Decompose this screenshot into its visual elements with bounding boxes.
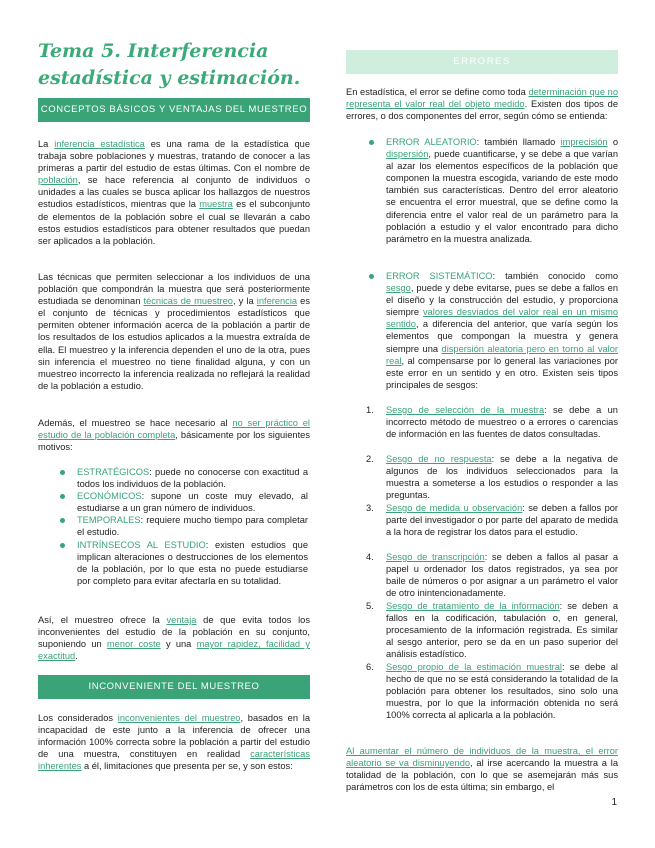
bias-key[interactable]: Sesgo de selección de la muestra (386, 405, 545, 415)
link-inferencia-2[interactable]: inferencia (256, 296, 298, 307)
text: Además, el muestreo se hace necesario al (38, 418, 233, 428)
bias-number: 4. (366, 552, 374, 562)
link-muestra[interactable]: muestra (199, 199, 233, 210)
motive-text: : existen estudios que implican alteraciones o destrucciones de los elementos de la población, por lo que esta no puede estudiarse por completo para evitar afectarla en su totalidad. (77, 539, 308, 586)
text: es una rama de la estadística que trabaja sobre poblaciones y muestras, tratando de conocer a las primeras a partir del estudio de estas últimas. Con el nombre de (38, 139, 310, 174)
text: , puede y debe evitarse, pues se debe a fallos en el diseño y la construcción del estudio, y proporciona siempre (386, 283, 618, 318)
link-mayor-rapidez[interactable]: mayor rapidez, facilidad y exactitud (38, 639, 310, 662)
paragraph-intro (38, 138, 310, 247)
paragraph-sample-size (346, 745, 618, 793)
text: , se hace referencia al conjunto de individuos o unidades a las cuales se busca aplicar los hallazgos de nuestros estudios estadísticos, mientras que la (38, 175, 310, 210)
text: . Existen dos tipos de errores, o dos componentes del error, según cómo se entienda: (346, 99, 619, 122)
list-item (77, 514, 308, 538)
link-dispersion-aleatoria[interactable]: dispersión aleatoria pero en torno al valor real (386, 343, 618, 366)
list-item (366, 600, 618, 661)
text: , básicamente por los siguientes motivos: (38, 430, 310, 453)
page-title: Tema 5. Interferencia estadística y estimación. (38, 40, 301, 89)
bias-text: : se debe a un incorrecto método de muestreo o a errores o carencias de información en las fuentes de datos consultadas. (386, 405, 618, 440)
paragraph-motives-intro (38, 417, 310, 453)
bias-key[interactable]: Sesgo de medida u observación (386, 503, 523, 513)
bias-number: 6. (366, 662, 374, 672)
text: : también conocido como (492, 271, 618, 281)
error-types-list-2 (386, 270, 618, 391)
link-imprecision[interactable]: imprecisión (560, 137, 608, 147)
text: , basados en la incapacidad de este junto a la inferencia de ofrecer una información 100% correcta sobre la población a partir del estudio de una muestra, constituyen en realidad (38, 713, 310, 760)
text: o (607, 137, 618, 147)
section-banner-concepts: CONCEPTOS BÁSICOS Y VENTAJAS DEL MUESTREO (38, 98, 310, 122)
motive-key: TEMPORALES (77, 515, 141, 526)
motive-text: : supone un coste muy elevado, al estudiarse a un gran número de individuos. (77, 491, 308, 514)
motive-text: : requiere mucho tiempo para completar el estudio. (77, 515, 308, 538)
motive-text: : puede no conocerse con exactitud a todos los individuos de la población. (77, 467, 308, 490)
paragraph-techniques (38, 271, 310, 392)
link-valores-desviados[interactable]: valores desviados del valor real en un mismo sentido (386, 307, 619, 330)
bias-key[interactable]: Sesgo de tratamiento de la información (386, 601, 560, 611)
bias-key[interactable]: Sesgo de no respuesta (386, 454, 492, 464)
section-banner-inconvenient: INCONVENIENTE DEL MUESTREO (38, 675, 310, 699)
motives-list (77, 466, 308, 587)
bias-key[interactable]: Sesgo propio de la estimación muestral (386, 662, 562, 672)
list-item (366, 502, 619, 551)
text: , puede cuantificarse, y se debe a que varían al azar los elementos específicos de la población que componen la muestra escogida, variando de este modo también sus características. Dentro del error aleatorio se encuentra el error muestral, que se define como la diferencia entre el valor real de un parámetro para la población a estudio y el valor encontrado para dicho parámetro en la muestra analizada. (386, 149, 618, 244)
bias-text: : se debe a la negativa de algunos de los individuos seleccionados para la muestra a someterse a los estudios o responder a las preguntas. (386, 454, 618, 501)
link-ventaja[interactable]: ventaja (166, 615, 197, 625)
motive-key: ESTRATÉGICOS (77, 467, 150, 477)
paragraph-advantage (38, 614, 310, 662)
text: Los considerados (38, 713, 118, 723)
motive-key: ECONÓMICOS (77, 491, 142, 502)
bias-text: : se deben a fallos por parte del investigador o por parte del aparato de medida a la hora de registrar los datos para el estudio. (386, 503, 619, 538)
list-item (386, 136, 618, 245)
list-item (77, 539, 308, 587)
text: , al compensarse por lo general las variaciones por este error en un sentido y en otro. Existen seis tipos principales de sesgos: (386, 355, 618, 390)
paragraph-inconvenients (38, 712, 310, 772)
list-item (77, 466, 308, 490)
bias-number: 3. (366, 503, 374, 513)
bias-number: 5. (366, 601, 374, 611)
bias-text: : se deben a fallos al pasar a papel u ordenador los datos registrados, ya sea por baile de números o por asignar a un parámetro el valor de otro inintencionadamente. (386, 552, 618, 599)
text: de que evita todos los inconvenientes del estudio de la población en su conjunto, suponiendo un (38, 615, 310, 650)
text: Las técnicas que permiten seleccionar a los individuos de una población que compondrán la muestra que será posteriormente estudiada se denominan (38, 272, 310, 307)
list-item (366, 661, 618, 721)
link-poblacion[interactable]: población (38, 175, 78, 186)
text: y una (160, 639, 197, 650)
link-aumentar-muestra[interactable]: Al aumentar el número de individuos de la muestra, el error aleatorio se va disminuyendo (346, 746, 618, 769)
text: , a diferencia del anterior, que varía según los elementos que compongan la muestra y genera siempre una (386, 319, 618, 354)
page-number: 1 (611, 797, 617, 808)
text: , y la (232, 296, 257, 307)
section-banner-errores: ERRORES (346, 50, 618, 74)
paragraph-error-def (346, 86, 618, 122)
link-caracteristicas[interactable]: características inherentes (38, 749, 310, 772)
list-item (77, 490, 308, 514)
text: es el conjunto de técnicas y procedimientos estadísticos que permiten obtener información acerca de la población a partir de los resultados de los estudios aplicados a la muestra extraída de ella. El muestreo y la inferencia dependen el uno de la otra, pues sin inferencia el muestreo no tiene finalidad alguna, y con un muestreo incorrecto la inferencia realizada no reflejará la realidad de la población a estudio. (38, 296, 310, 391)
bias-number: 2. (366, 454, 374, 464)
link-no-practico[interactable]: no ser práctico el estudio de la población completa (38, 418, 310, 441)
bias-text: : se deben a fallos en la codificación, tabulación o, en general, procesamiento de la información registrada. Es similar al sesgo anterior, pero se da en un paso superior del análisis estadístico. (386, 601, 618, 660)
text: La (38, 139, 55, 149)
text: : también llamado (476, 137, 561, 147)
error-key: ERROR SISTEMÁTICO (386, 271, 493, 281)
link-dispersion[interactable]: dispersión (386, 149, 429, 160)
bias-list (366, 404, 619, 721)
list-item (366, 453, 618, 502)
text: es el subconjunto de elementos de la población sobre el cual se llevarán a cabo estos estudios estadísticos para obtener resultados que puedan ser aplicados a la población. (38, 199, 310, 246)
link-tecnicas-muestreo[interactable]: técnicas de muestreo (143, 296, 233, 307)
text: a él, limitaciones que presenta per se, y son estos: (81, 761, 293, 772)
list-item (386, 270, 618, 391)
text: . (75, 651, 78, 662)
link-inconvenientes[interactable]: inconvenientes del muestreo (117, 713, 241, 723)
list-item (366, 404, 618, 453)
error-key: ERROR ALEATORIO (386, 137, 477, 147)
error-types-list (386, 136, 618, 245)
text: , al irse acercando la muestra a la totalidad de la población, con lo que se asemejarán más sus parámetros con los de esta última; sin embargo, el (346, 758, 618, 793)
text: Así, el muestreo ofrece la (38, 615, 167, 625)
bias-text: : se debe al hecho de que no se está considerando la totalidad de la población para obtener los resultados, sino solo una muestra, por lo que la información obtenida no será 100% correcta al aplicarla a la población. (386, 662, 618, 721)
link-inferencia[interactable]: inferencia estadística (54, 139, 145, 149)
link-sesgo[interactable]: sesgo (386, 283, 411, 294)
text: En estadística, el error se define como toda (346, 87, 529, 97)
link-determinacion[interactable]: determinación que no representa el valor real del objeto medido (346, 87, 619, 110)
motive-key: INTRÍNSECOS AL ESTUDIO (77, 539, 206, 550)
bias-number: 1. (366, 405, 374, 415)
link-menor-coste[interactable]: menor coste (106, 639, 161, 650)
bias-key[interactable]: Sesgo de transcripción (386, 552, 485, 562)
list-item (366, 551, 618, 600)
